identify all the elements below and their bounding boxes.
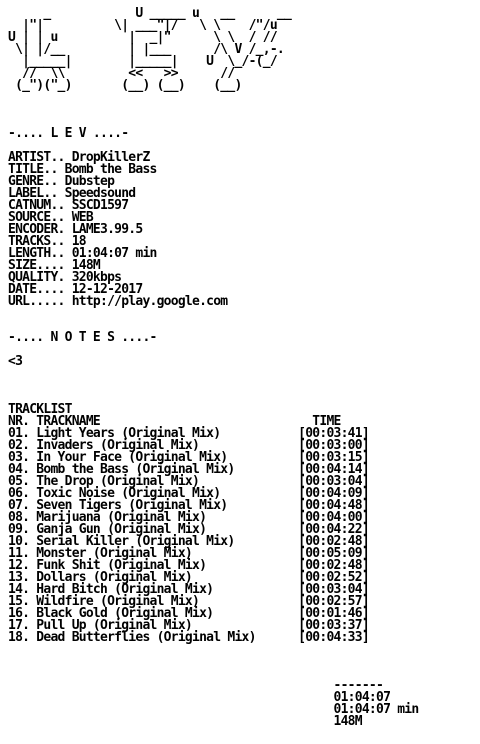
track-row: 09. Ganja Gun (Original Mix) [00:04:22]: [8, 522, 369, 537]
total-summary-line: -------: [8, 678, 384, 693]
info-section-header: -.... L E V ....-: [8, 126, 129, 141]
text-line: [8, 368, 418, 380]
track-row: 10. Serial Killer (Original Mix) [00:02:48]: [8, 534, 369, 549]
ascii-logo-line: U | | u | _|" \ \ / //: [8, 30, 292, 45]
track-row: 05. The Drop (Original Mix) [00:03:04]: [8, 474, 369, 489]
info-field: SIZE.... 148M: [8, 258, 100, 273]
track-row: 14. Hard Bitch (Original Mix) [00:03:04]: [8, 582, 369, 597]
info-field: CATNUM.. SSCD1597: [8, 198, 129, 213]
track-row: 18. Dead Butterflies (Original Mix) [00:04:33]: [8, 630, 369, 645]
tracklist-heading: TRACKLIST: [8, 402, 72, 417]
info-field: GENRE.. Dubstep: [8, 174, 115, 189]
track-row: 08. Marijuana (Original Mix) [00:04:00]: [8, 510, 369, 525]
info-field: URL..... http://play.google.com: [8, 294, 228, 309]
track-row: 11. Monster (Original Mix) [00:05:09]: [8, 546, 369, 561]
info-field: SOURCE.. WEB: [8, 210, 93, 225]
nfo-document: [8, 8, 418, 728]
total-summary-line: 01:04:07 min: [8, 702, 419, 717]
track-row: 16. Black Gold (Original Mix) [00:01:46]: [8, 606, 369, 621]
track-row: 06. Toxic Noise (Original Mix) [00:04:09]: [8, 486, 369, 501]
text-line: [8, 308, 418, 320]
total-summary-line: 148M: [8, 714, 362, 729]
text-line: [8, 92, 418, 104]
text-line: [8, 644, 418, 656]
info-field: QUALITY. 320kbps: [8, 270, 122, 285]
track-row: 17. Pull Up (Original Mix) [00:03:37]: [8, 618, 369, 633]
track-row: 12. Funk Shit (Original Mix) [00:02:48]: [8, 558, 369, 573]
notes-section-header: -.... N O T E S ....-: [8, 330, 157, 345]
text-line: [8, 104, 418, 116]
track-row: 02. Invaders (Original Mix) [00:03:00]: [8, 438, 369, 453]
info-field: ENCODER. LAME3.99.5: [8, 222, 143, 237]
ascii-logo-line: // \\ << >> //: [8, 66, 292, 81]
track-row: 07. Seven Tigers (Original Mix) [00:04:48]: [8, 498, 369, 513]
notes-text: <3: [8, 354, 23, 369]
track-row: 15. Wildfire (Original Mix) [00:02:57]: [8, 594, 369, 609]
text-line: [8, 380, 418, 392]
tracklist-columns: NR. TRACKNAME TIME: [8, 414, 341, 429]
ascii-logo-line: (_")("_) (__) (__) (__): [8, 78, 292, 93]
track-row: 13. Dollars (Original Mix) [00:02:52]: [8, 570, 369, 585]
text-line: [8, 656, 418, 668]
info-field: TRACKS.. 18: [8, 234, 86, 249]
text-line: [8, 344, 418, 356]
track-row: 03. In Your Face (Original Mix) [00:03:15]: [8, 450, 369, 465]
ascii-logo-line: |_____| |_____| U \_/-(_/: [8, 54, 292, 69]
ascii-logo-line: \| |/__ | |___ /\ V /_,-.: [8, 42, 292, 57]
info-field: DATE.... 12-12-2017: [8, 282, 143, 297]
ascii-logo-line: |"| \| ___"|/ \ \ /"/u: [8, 18, 284, 33]
track-row: 04. Bomb the Bass (Original Mix) [00:04:14]: [8, 462, 369, 477]
total-summary-line: 01:04:07: [8, 690, 391, 705]
track-row: 01. Light Years (Original Mix) [00:03:41]: [8, 426, 369, 441]
info-field: ARTIST.. DropKillerZ: [8, 150, 150, 165]
info-field: TITLE.. Bomb the Bass: [8, 162, 157, 177]
info-field: LABEL.. Speedsound: [8, 186, 136, 201]
ascii-logo-line: _ U _____ u __ __: [8, 6, 306, 21]
info-field: LENGTH.. 01:04:07 min: [8, 246, 157, 261]
